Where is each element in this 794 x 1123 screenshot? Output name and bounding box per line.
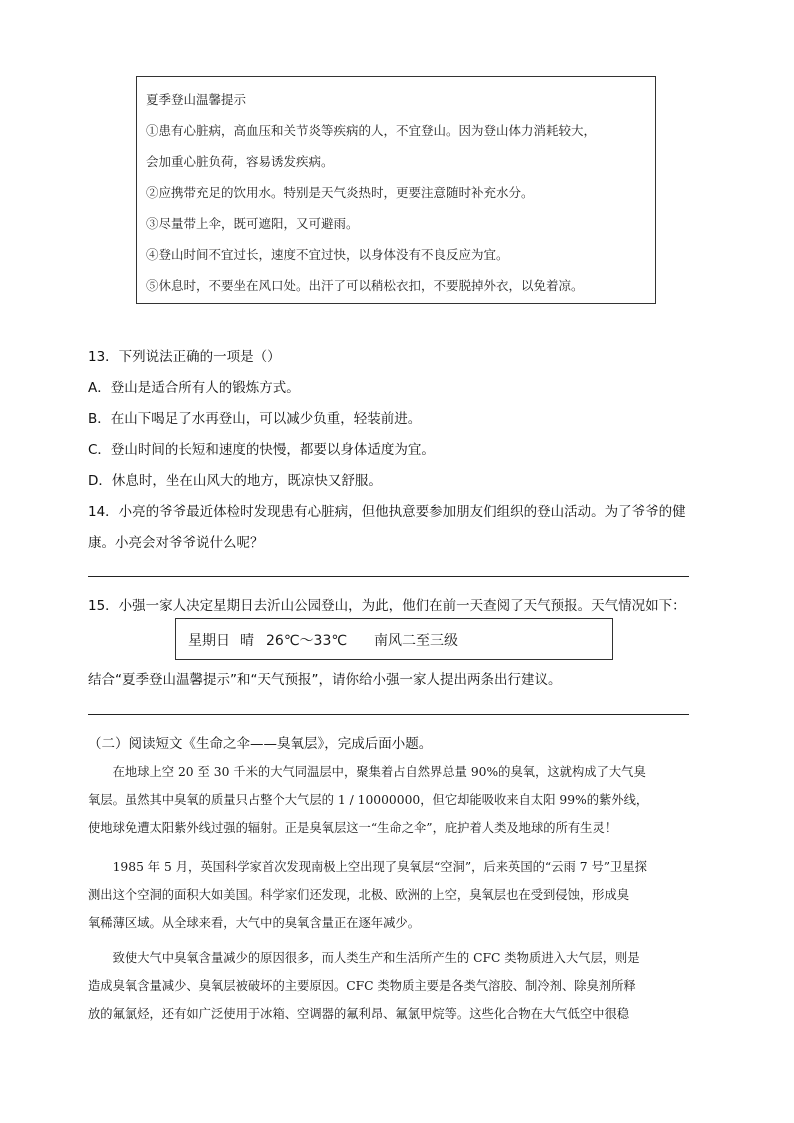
reading-paragraph-2 [88, 853, 708, 937]
paragraph-line: 造成臭氧含量减少、臭氧层被破坏的主要原因。CFC 类物质主要是各类气溶胶、制冷剂、除臭剂所释 [88, 979, 636, 993]
weather-temp: 26℃～33℃ [266, 633, 348, 649]
reading-paragraph-3 [88, 944, 708, 1028]
weather-day: 星期日 [188, 633, 230, 649]
paragraph-line: 氧稀薄区域。从全球来看，大气中的臭氧含量正在逐年减少。 [88, 916, 421, 930]
tip-line: ④登山时间不宜过长，速度不宜过快，以身体没有不良反应为宜。 [146, 247, 509, 262]
q14-line-1: 14．小亮的爷爷最近体检时发现患有心脏病，但他执意要参加朋友们组织的登山活动。为了爷爷的健 [88, 504, 686, 520]
section-heading: （二）阅读短文《生命之伞——臭氧层》，完成后面小题。 [88, 736, 433, 752]
q13-option-c: C．登山时间的长短和速度的快慢，都要以身体适度为宜。 [88, 442, 435, 458]
tip-line: 会加重心脏负荷，容易诱发疾病。 [146, 154, 334, 169]
tip-line: ⑤休息时，不要坐在风口处。出汗了可以稍松衣扣，不要脱掉外衣，以免着凉。 [146, 278, 584, 293]
q15-instruction: 结合“夏季登山温馨提示”和“天气预报”，请你给小强一家人提出两条出行建议。 [88, 672, 562, 688]
q13-option-a: A．登山是适合所有人的锻炼方式。 [88, 380, 300, 396]
weather-wind: 南风二至三级 [374, 633, 458, 649]
q13-option-b: B．在山下喝足了水再登山，可以减少负重，轻装前进。 [88, 411, 422, 427]
tip-line: ②应携带充足的饮用水。特别是天气炎热时，更要注意随时补充水分。 [146, 185, 534, 200]
q14-answer-line[interactable] [88, 576, 689, 577]
q15-stem: 15．小强一家人决定星期日去沂山公园登山，为此，他们在前一天查阅了天气预报。天气情况如下： [88, 598, 686, 614]
paragraph-line: 在地球上空 20 至 30 千米的大气同温层中，聚集着占自然界总量 90%的臭氧，这就构成了大气臭 [88, 765, 646, 779]
paragraph-line: 使地球免遭太阳紫外线过强的辐射。正是臭氧层这一“生命之伞”，庇护着人类及地球的所有生灵！ [88, 821, 618, 835]
q15-answer-line[interactable] [88, 714, 689, 715]
paragraph-line: 放的氟氯烃，还有如广泛使用于冰箱、空调器的氟利昂、氟氯甲烷等。这些化合物在大气低空中很稳 [88, 1007, 630, 1021]
paragraph-line: 氧层。虽然其中臭氧的质量只占整个大气层的 1 / 10000000，但它却能吸收来自太阳 99%的紫外线， [88, 793, 649, 807]
q14-line-2: 康。小亮会对爷爷说什么呢？ [88, 535, 264, 551]
paragraph-line: 致使大气中臭氧含量减少的原因很多，而人类生产和生活所产生的 CFC 类物质进入大气层，则是 [88, 951, 640, 965]
weather-condition: 晴 [240, 633, 254, 649]
tip-line: ①患有心脏病，高血压和关节炎等疾病的人，不宜登山。因为登山体力消耗较大， [146, 123, 597, 138]
reading-paragraph-1 [88, 758, 708, 842]
q13-stem: 13．下列说法正确的一项是（） [88, 349, 281, 365]
q13-option-d: D．休息时，坐在山风大的地方，既凉快又舒服。 [88, 473, 382, 489]
weather-forecast-box [175, 618, 613, 660]
paragraph-line: 1985 年 5 月，英国科学家首次发现南极上空出现了臭氧层“空洞”，后来英国的“云雨 7 号”卫星探 [88, 860, 647, 874]
tips-title: 夏季登山温馨提示 [146, 92, 247, 107]
tip-line: ③尽量带上伞，既可遮阳，又可避雨。 [146, 216, 359, 231]
paragraph-line: 测出这个空洞的面积大如美国。科学家们还发现，北极、欧洲的上空，臭氧层也在受到侵蚀，形成臭 [88, 888, 630, 902]
